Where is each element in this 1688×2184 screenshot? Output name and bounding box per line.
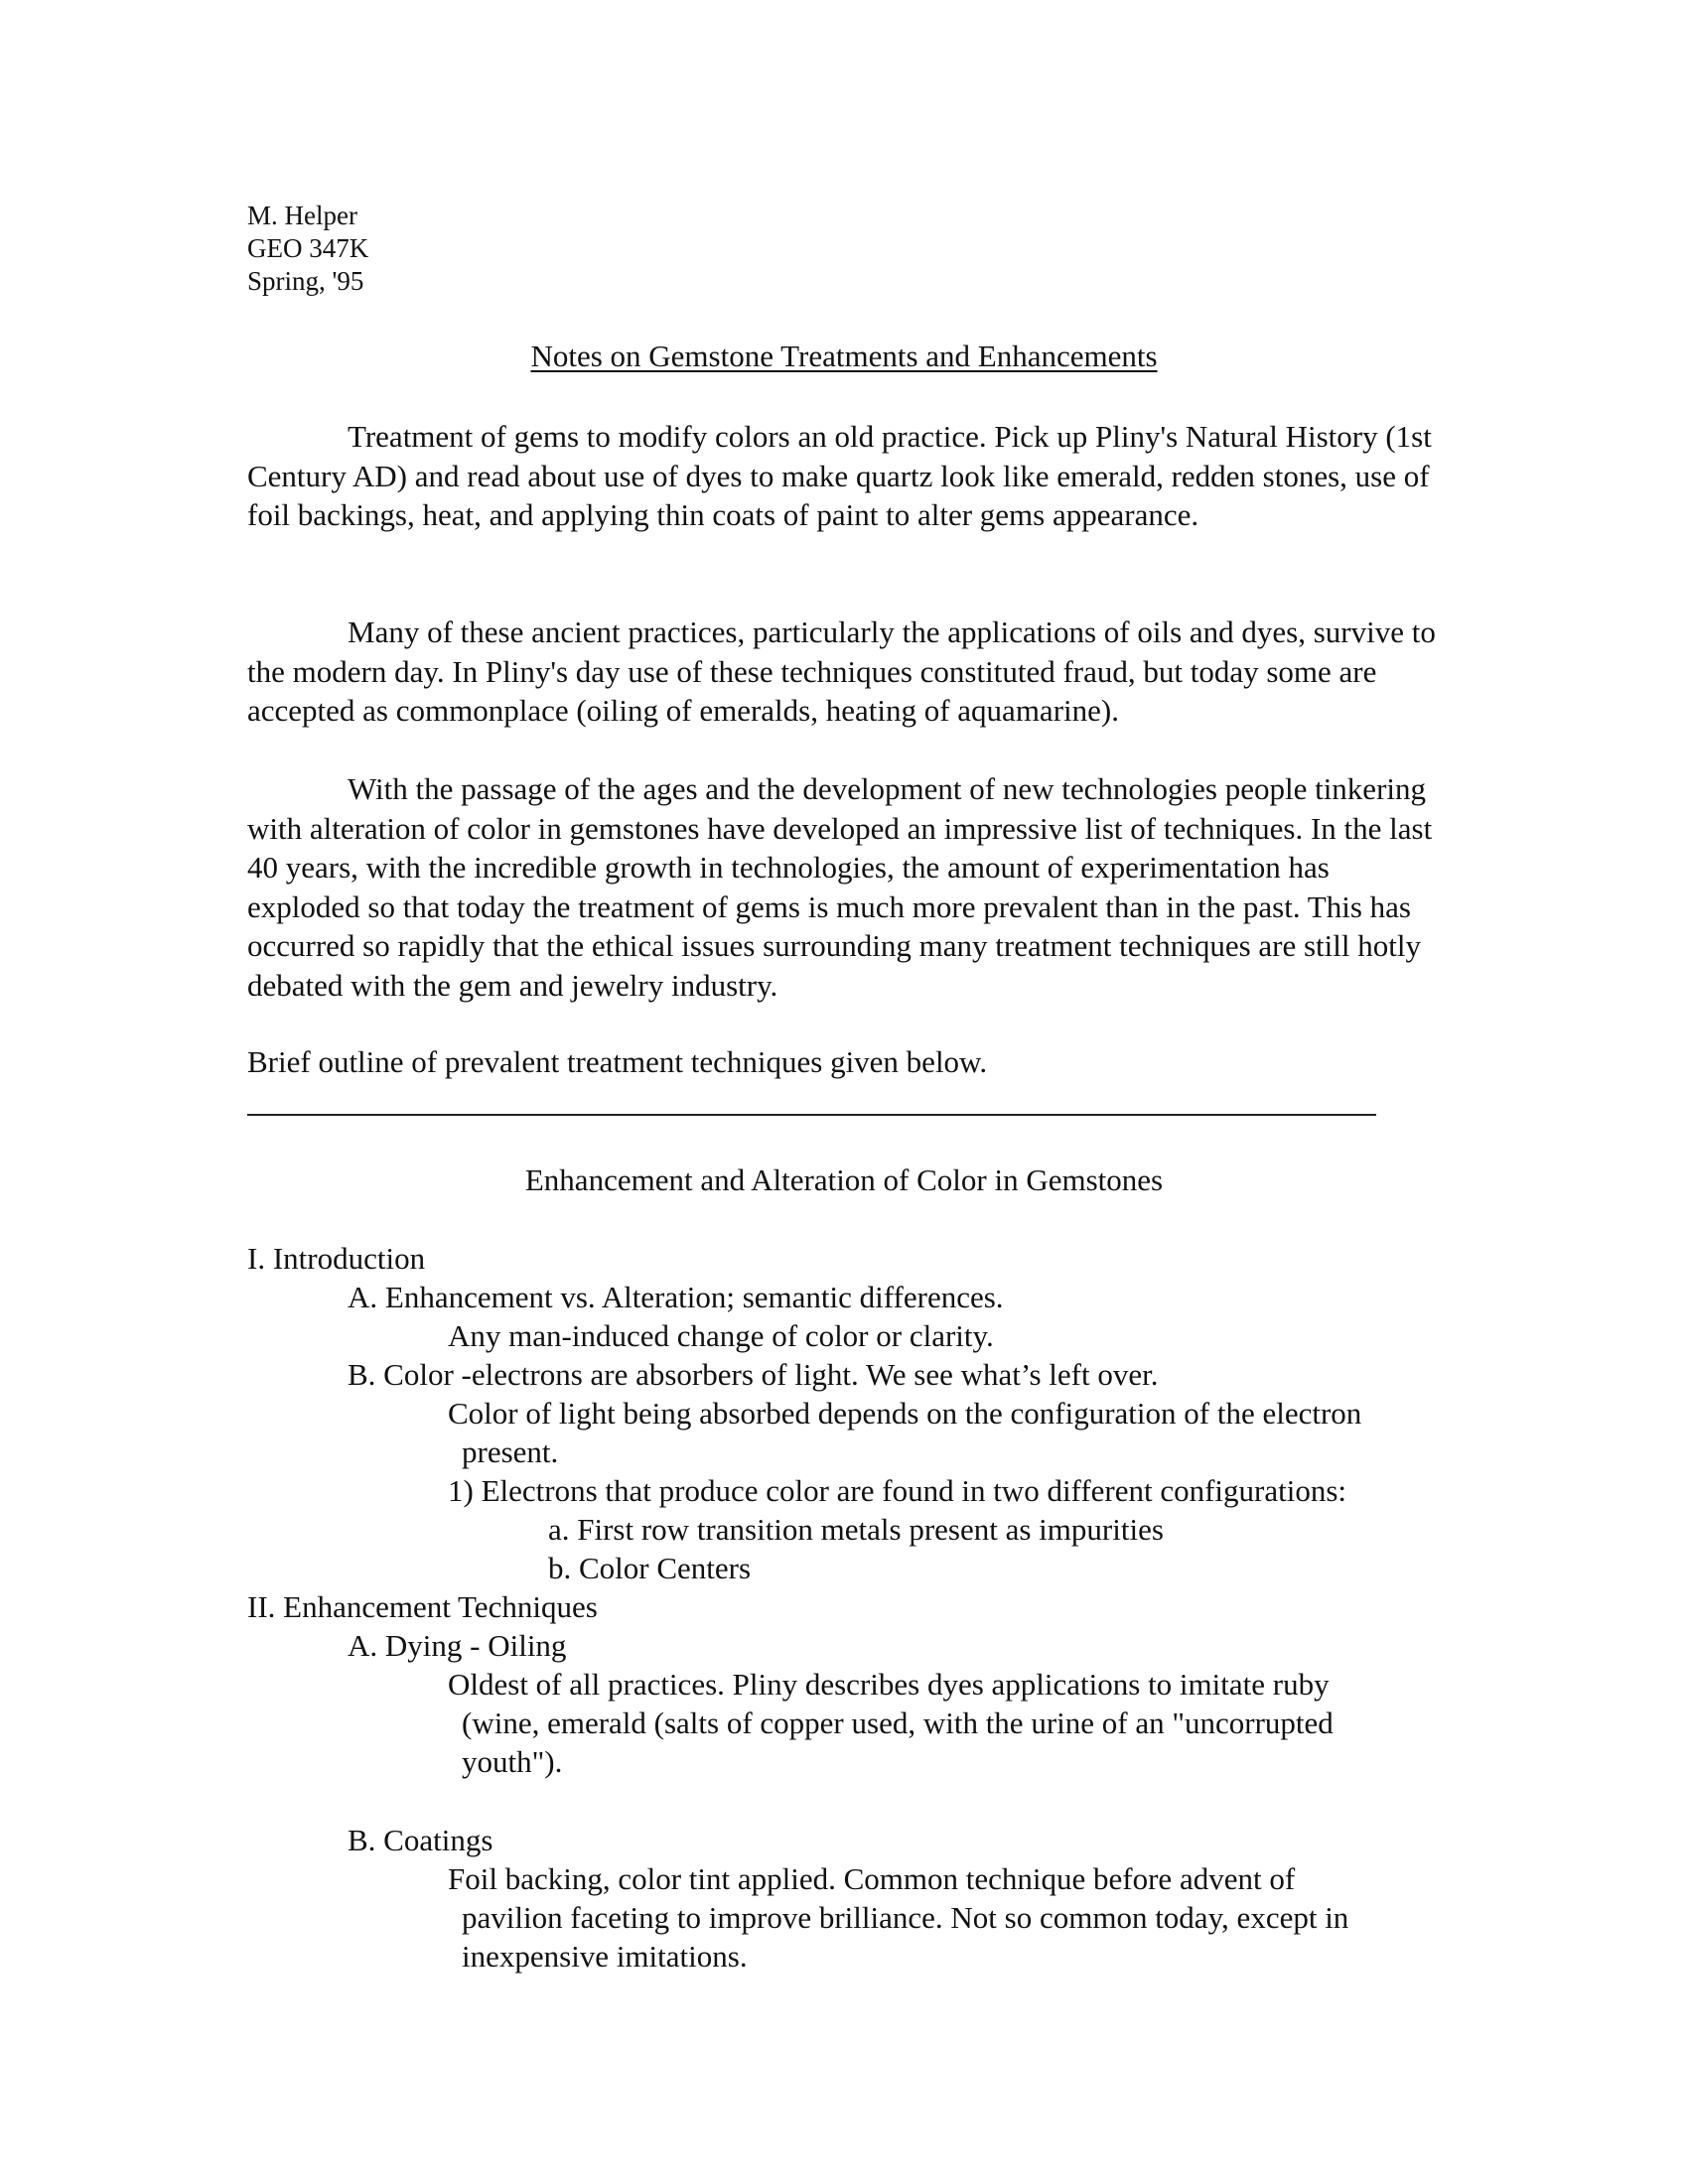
outline-item-2b-text-line-1: Foil backing, color tint applied. Common technique before advent of [448,1861,1296,1896]
outline-item-2a: A. Dying - Oiling [348,1628,567,1663]
course-code: GEO 347K [247,233,369,263]
paragraph-1: Treatment of gems to modify colors an old practice. Pick up Pliny's Natural History (1st Century AD) and read about use of dyes to make quartz look like emerald, redden stones, use of foil backings, heat, and applying thin coats of paint to alter gems appearance. [247,419,1432,532]
outline-item-1b-text-line-2: present. [462,1434,559,1469]
outline-item-2a-text-line-2: (wine, emerald (salts of copper used, with the urine of an "uncorrupted [462,1706,1334,1740]
outline-item-2a-text-line-1: Oldest of all practices. Pliny describes dyes applications to imitate ruby [448,1667,1330,1702]
outline-item-2b: B. Coatings [348,1823,493,1857]
outline-section-1: I. Introduction [247,1241,426,1276]
outline-item-1b-text-line-1: Color of light being absorbed depends on the configuration of the electron [448,1396,1362,1431]
outline-item-2b-text-line-2: pavilion faceting to improve brilliance. Not so common today, except in [462,1900,1349,1935]
outline-title: Enhancement and Alteration of Color in Gemstones [524,1162,1164,1197]
outline-item-1a: A. Enhancement vs. Alteration; semantic differences. [348,1280,1004,1314]
outline-item-1b1b: b. Color Centers [548,1551,752,1585]
author-name: M. Helper [247,201,357,230]
outline-section-2: II. Enhancement Techniques [247,1589,598,1624]
outline-item-1b1: 1) Electrons that produce color are found in two different configurations: [448,1473,1347,1508]
outline-item-1b1a: a. First row transition metals present as impurities [548,1512,1164,1547]
document-title [0,338,1688,375]
paragraph-3: With the passage of the ages and the development of new technologies people tinkering with alteration of color in gemstones have developed an impressive list of techniques. In the last 40 years, with the incredible growth in technologies, the amount of experimentation has exploded so that today the treatment of gems is much more prevalent than in the past. This has occurred so rapidly that the ethical issues surrounding many treatment techniques are still hotly debated with the gem and jewelry industry. [247,771,1433,1003]
paragraph-2: Many of these ancient practices, particularly the applications of oils and dyes, survive to the modern day. In Pliny's day use of these techniques constituted fraud, but today some are accepted as commonplace (oiling of emeralds, heating of aquamarine). [247,614,1436,728]
outline-item-1b: B. Color -electrons are absorbers of light. We see what’s left over. [348,1357,1159,1392]
horizontal-rule [247,1114,1376,1116]
outline-item-2a-text-line-3: youth"). [462,1744,563,1779]
document-title-text: Notes on Gemstone Treatments and Enhancements [530,339,1158,373]
outline-item-2b-text-line-3: inexpensive imitations. [462,1939,748,1974]
term: Spring, '95 [247,266,364,296]
outline-item-1a-text: Any man-induced change of color or clarity. [448,1318,994,1353]
outline-intro: Brief outline of prevalent treatment techniques given below. [247,1044,988,1079]
